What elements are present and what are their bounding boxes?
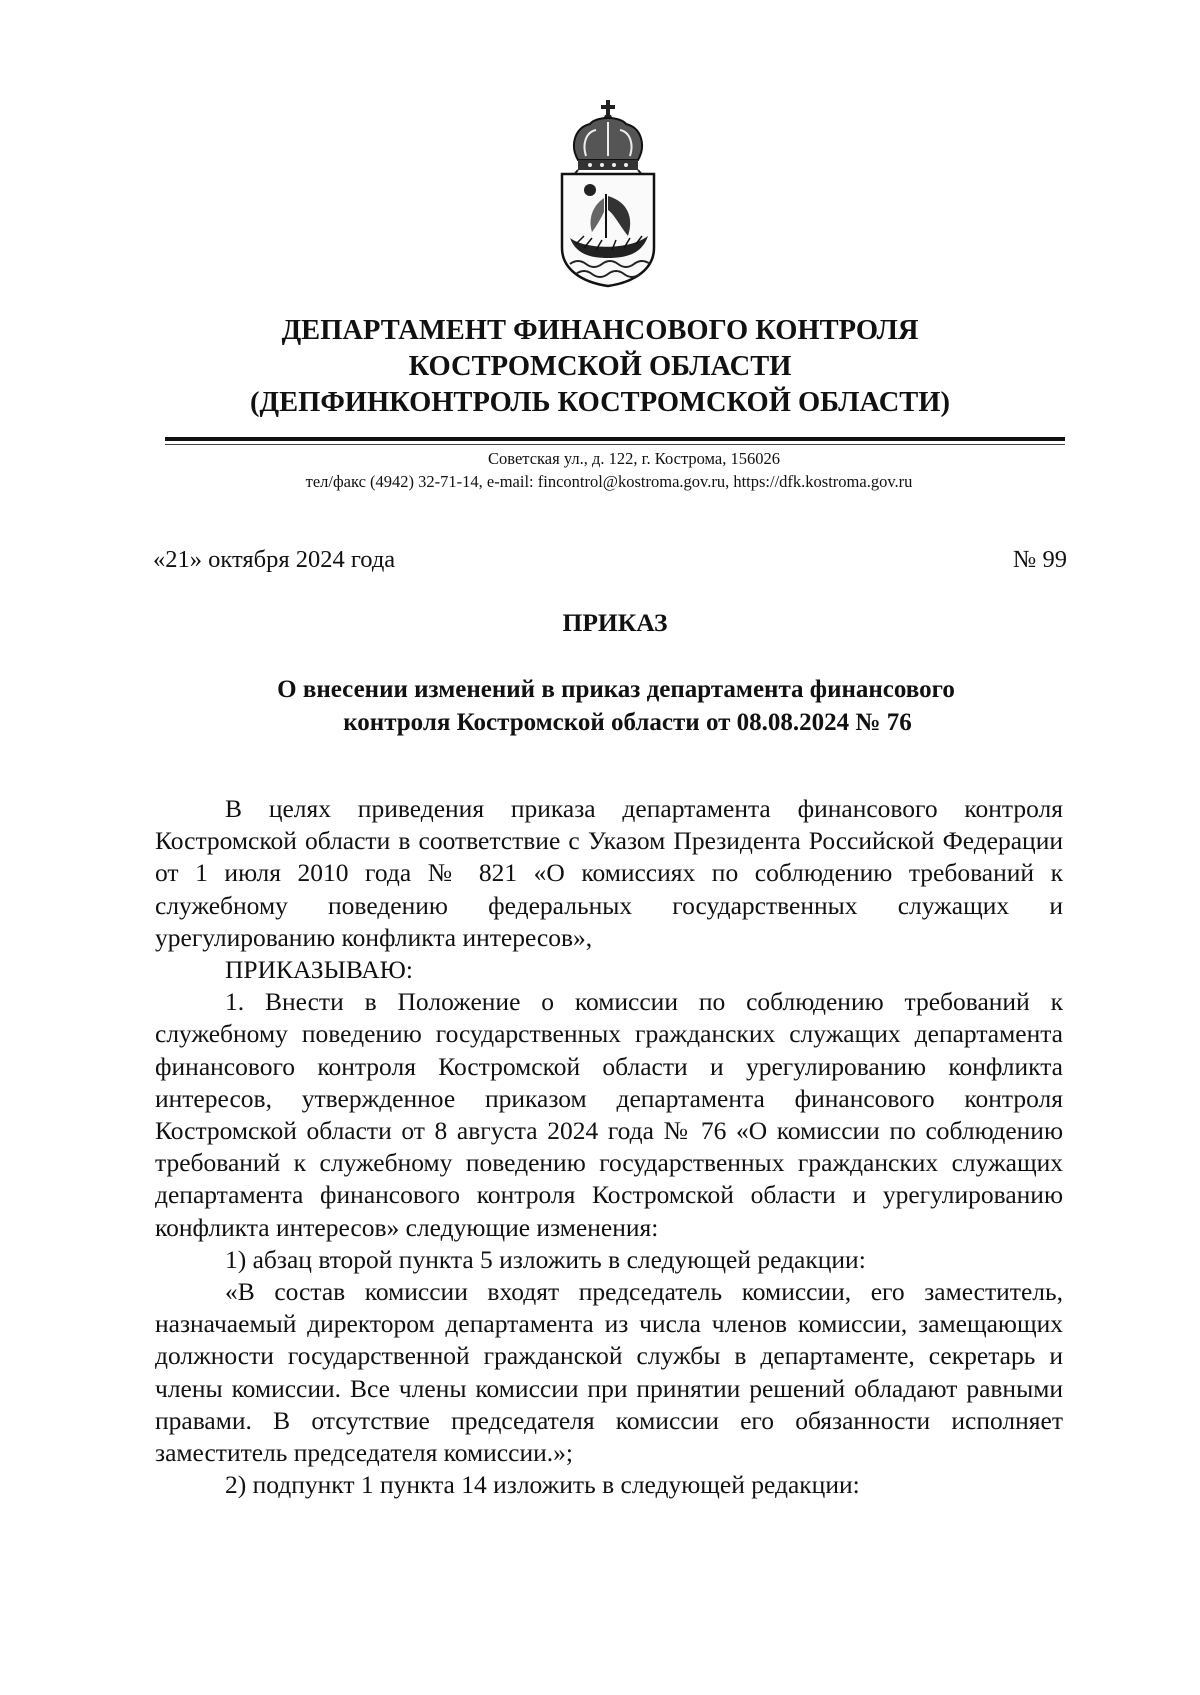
kostroma-coat-of-arms-icon <box>556 98 660 288</box>
address-block <box>0 447 1200 493</box>
order-word: ПРИКАЗЫВАЮ: <box>225 955 413 985</box>
subject-line-1: О внесении изменений в приказ департамента финансового <box>277 676 955 703</box>
header-divider-thin <box>165 444 1065 445</box>
quote-1-paragraph: «В состав комиссии входят председатель комиссии, его заместитель, назначаемый директором департамента из числа членов комиссии, замещающих должности государственной гражданской службы в департаменте, секретарь и члены комиссии. Все члены комиссии при принятии решений обладают равными правами. В отсутствие председателя комиссии его обязанности исполняет заместитель председателя комиссии.»; <box>155 1277 1063 1468</box>
document-number: № 99 <box>1012 546 1067 573</box>
document-date: «21» октября 2024 года <box>153 546 396 573</box>
header-line-2: КОСТРОМСКОЙ ОБЛАСТИ <box>408 351 792 382</box>
department-header <box>0 313 1200 421</box>
document-subject <box>0 673 1200 739</box>
contacts-line: тел/факс (4942) 32-71-14, e-mail: fincontrol@kostroma.gov.ru, https://dfk.kostroma.gov.ru <box>305 472 913 491</box>
header-divider-thick <box>165 437 1065 441</box>
intro-paragraph: В целях приведения приказа департамента финансового контроля Костромской области в соответствие с Указом Президента Российской Федерации от 1 июля 2010 года № 821 «О комиссиях по соблюдению требований к служебному поведению федеральных государственных служащих и урегулированию конфликта интересов», <box>155 794 1063 952</box>
subitem-2-paragraph: 2) подпункт 1 пункта 14 изложить в следующей редакции: <box>225 1470 860 1500</box>
document-body <box>155 793 1063 1501</box>
address-line: Советская ул., д. 122, г. Кострома, 156026 <box>488 449 780 468</box>
document-type: ПРИКАЗ <box>562 608 668 637</box>
subitem-1-paragraph: 1) абзац второй пункта 5 изложить в следующей редакции: <box>225 1244 866 1274</box>
header-line-1: ДЕПАРТАМЕНТ ФИНАНСОВОГО КОНТРОЛЯ <box>281 315 919 346</box>
subject-line-2: контроля Костромской области от 08.08.2024 № 76 <box>343 709 912 736</box>
item-1-paragraph: 1. Внести в Положение о комиссии по соблюдению требований к служебному поведению государственных гражданских служащих департамента финансового контроля Костромской области и урегулированию конфликта интересов, утвержденное приказом департамента финансового контроля Костромской области от 8 августа 2024 года № 76 «О комиссии по соблюдению требований к служебному поведению государственных гражданских служащих департамента финансового контроля Костромской области и урегулированию конфликта интересов» следующие изменения: <box>155 987 1063 1242</box>
header-line-3: (ДЕПФИНКОНТРОЛЬ КОСТРОМСКОЙ ОБЛАСТИ) <box>250 387 950 418</box>
